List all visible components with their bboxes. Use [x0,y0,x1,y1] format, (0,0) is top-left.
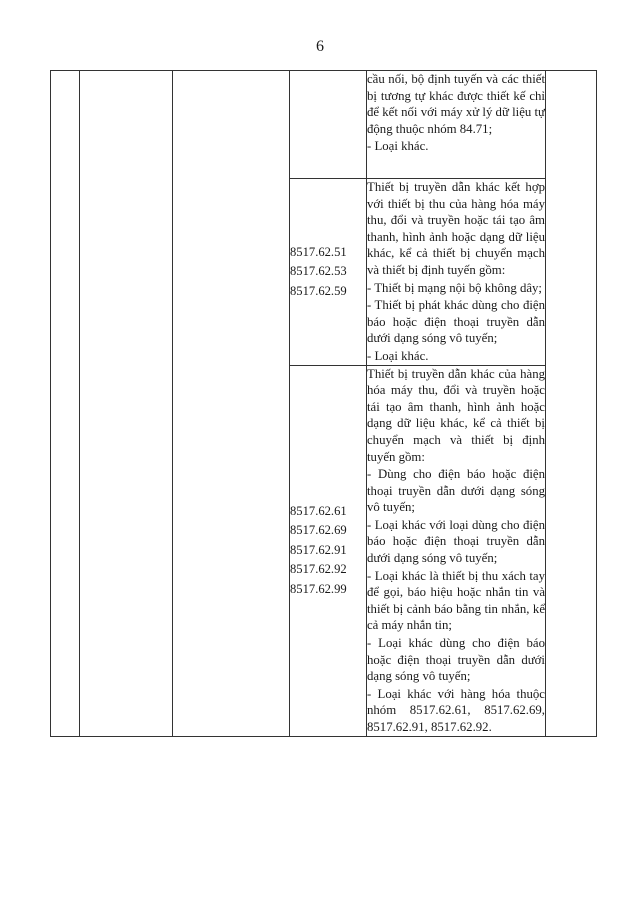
hs-code-cell [290,179,367,366]
hs-code: 8517.62.53 [290,264,347,279]
table-row [51,71,597,179]
goods-description-cell [367,365,546,736]
hs-code: 8517.62.69 [290,523,347,538]
hs-code-cell [290,365,367,736]
notes-column-cell [546,71,597,737]
hs-code-cell [290,71,367,179]
hs-code: 8517.62.59 [290,283,347,298]
goods-description-cell [367,179,546,366]
description-paragraph: Thiết bị truyền dẫn khác kết hợp với thiết bị thu của hàng hóa máy thu, đổi và truyền hoặc tái tạo âm thanh, hình ảnh hoặc dạng dữ liệu khác, kể cả thiết bị chuyển mạch và thiết bị định tuyến gồm: [367,180,545,277]
description-paragraph: - Loại khác với hàng hóa thuộc nhóm 8517.62.61, 8517.62.69, 8517.62.91, 8517.62.92. [367,686,545,734]
hs-code: 8517.62.99 [290,581,347,596]
goods-name-column-cell [80,71,173,737]
description-paragraph: - Loại khác. [367,347,545,365]
hs-code: 8517.62.91 [290,542,347,557]
description-paragraph: Thiết bị truyền dẫn khác của hàng hóa máy thu, đổi và truyền hoặc tái tạo âm thanh, hình ảnh hoặc dạng dữ liệu khác, kể cả thiết bị chuyển mạch và thiết bị định tuyến gồm: [367,366,545,464]
description-paragraph: - Loại khác là thiết bị thu xách tay để gọi, báo hiệu hoặc nhắn tin và thiết bị cảnh báo bằng tin nhắn, kể cả máy nhắn tin; [367,568,545,633]
hs-code: 8517.62.51 [290,244,347,259]
regulation-column-cell [173,71,290,737]
description-paragraph: - Dùng cho điện báo hoặc điện thoại truyền dẫn dưới dạng sóng vô tuyến; [367,467,545,515]
goods-description-cell [367,71,546,179]
hs-code: 8517.62.92 [290,562,347,577]
description-paragraph: cầu nối, bộ định tuyến và các thiết bị tương tự khác được thiết kế chỉ để kết nối với máy xử lý dữ liệu tự động thuộc nhóm 84.71; [367,72,545,136]
page-number: 6 [316,38,324,55]
description-paragraph: - Loại khác dùng cho điện báo hoặc điện thoại truyền dẫn dưới dạng sóng vô tuyến; [367,636,545,684]
description-paragraph: - Thiết bị mạng nội bộ không dây; [367,279,545,297]
description-paragraph: - Thiết bị phát khác dùng cho điện báo hoặc điện thoại truyền dẫn dưới dạng sóng vô tuyến; [367,298,545,346]
goods-table [50,70,597,737]
stt-column-cell [51,71,80,737]
description-paragraph: - Loại khác. [367,137,545,155]
description-paragraph: - Loại khác với loại dùng cho điện báo hoặc điện thoại truyền dẫn dưới dạng sóng vô tuyến; [367,517,545,566]
hs-code: 8517.62.61 [290,503,347,518]
